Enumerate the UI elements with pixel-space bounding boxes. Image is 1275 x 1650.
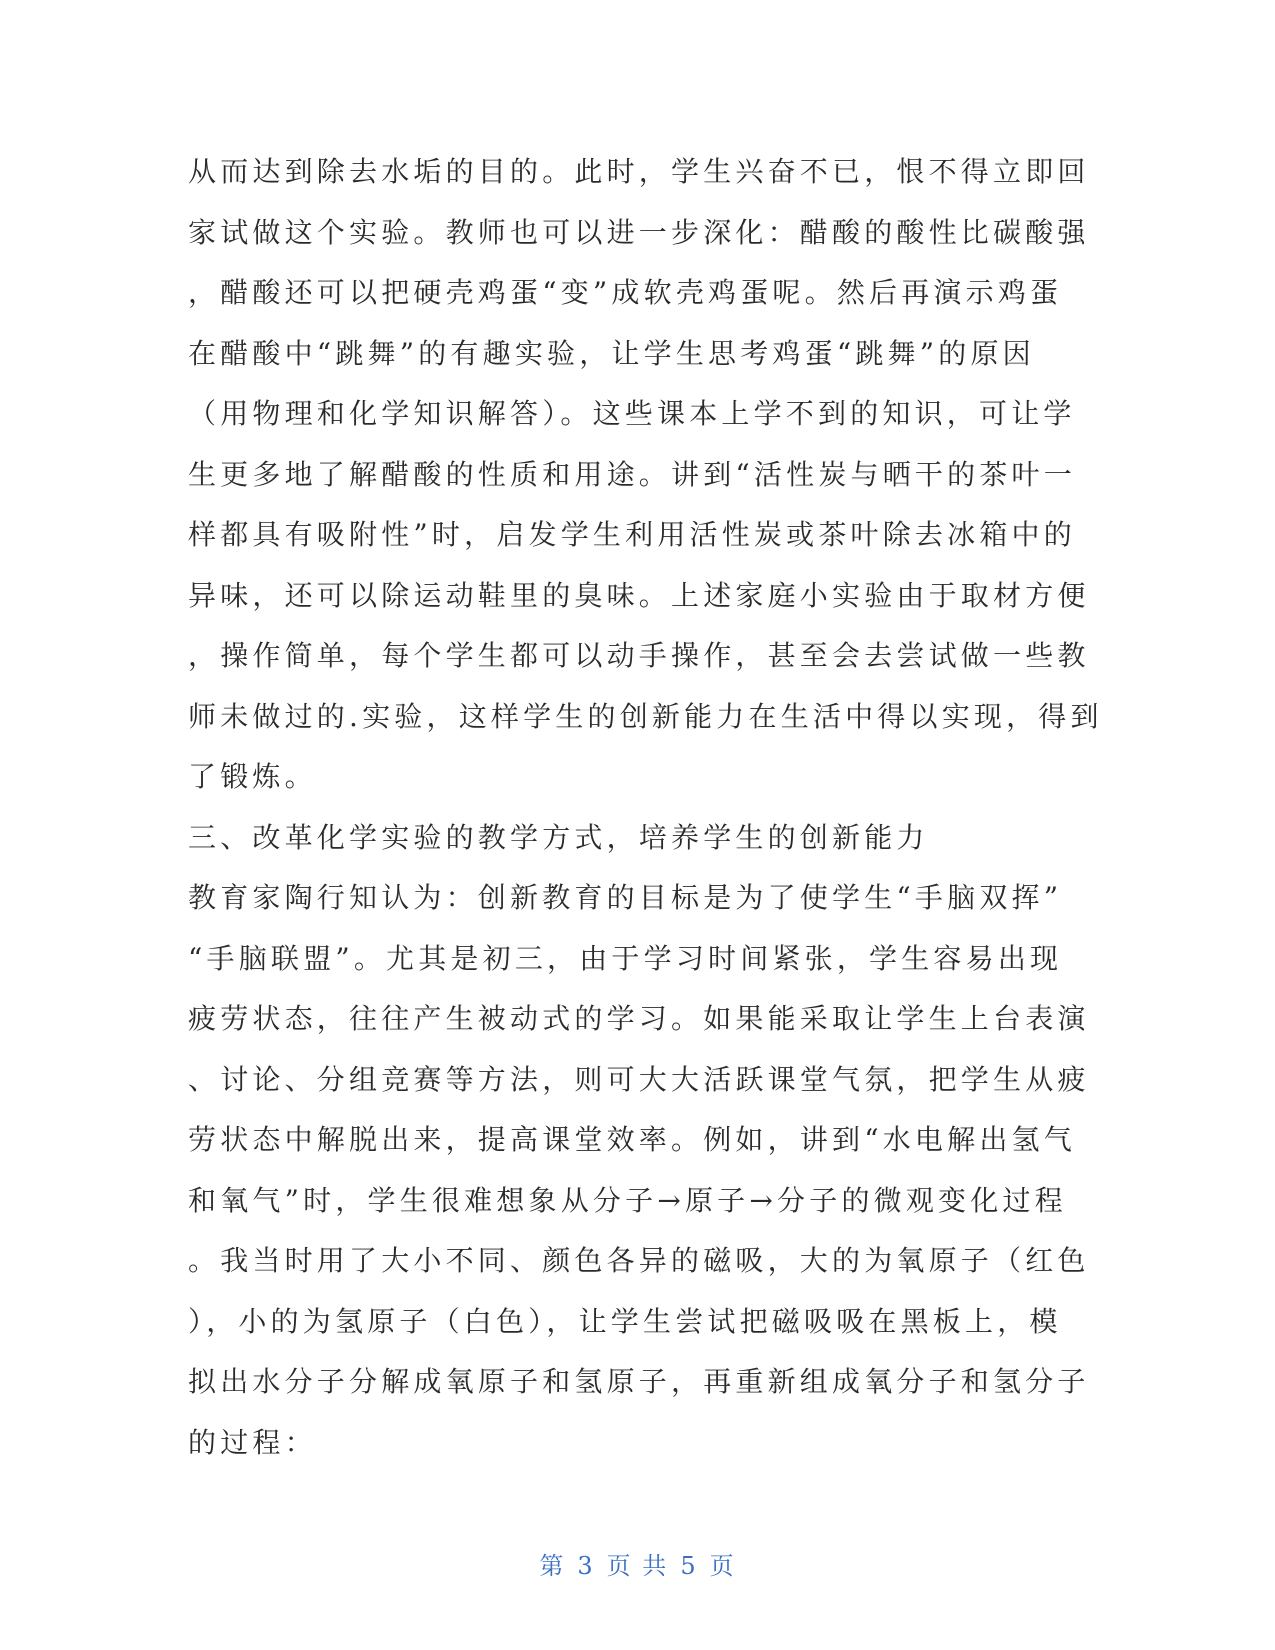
text-line: “手脑联盟”。尤其是初三，由于学习时间紧张，学生容易出现 <box>188 941 1063 975</box>
text-line: 家试做这个实验。教师也可以进一步深化：醋酸的酸性比碳酸强 <box>188 215 1090 249</box>
text-line: 了锻炼。 <box>188 760 317 793</box>
text-line: 和氧气”时，学生很难想象从分子→原子→分子的微观变化过程 <box>188 1183 1067 1217</box>
text-line: ，操作简单，每个学生都可以动手操作，甚至会去尝试做一些教 <box>188 639 1090 672</box>
footer-page-number: 3 <box>577 1552 595 1580</box>
page-footer <box>0 1546 1275 1581</box>
text-line: 、讨论、分组竞赛等方法，则可大大活跃课堂气氛，把学生从疲 <box>188 1062 1090 1096</box>
text-line: 疲劳状态，往往产生被动式的学习。如果能采取让学生上台表演 <box>188 1002 1090 1035</box>
body-text <box>188 142 1103 1473</box>
text-line: 样都具有吸附性”时，启发学生利用活性炭或茶叶除去冰箱中的 <box>188 518 1076 551</box>
text-line: （用物理和化学知识解答）。这些课本上学不到的知识，可让学 <box>188 397 1076 430</box>
text-line: 在醋酸中“跳舞”的有趣实验，让学生思考鸡蛋“跳舞”的原因 <box>188 336 1035 370</box>
footer-suffix: 页 <box>709 1552 736 1580</box>
text-line: 师未做过的.实验，这样学生的创新能力在生活中得以实现，得到 <box>188 699 1103 733</box>
text-line: 拟出水分子分解成氧原子和氢原子，再重新组成氧分子和氢分子 <box>188 1365 1090 1398</box>
footer-mid: 页 共 <box>606 1552 669 1580</box>
text-line: 异味，还可以除运动鞋里的臭味。上述家庭小实验由于取材方便 <box>188 578 1090 612</box>
footer-prefix: 第 <box>539 1552 566 1580</box>
footer-total-pages: 5 <box>680 1552 698 1580</box>
text-line: ，醋酸还可以把硬壳鸡蛋“变”成软壳鸡蛋呢。然后再演示鸡蛋 <box>188 276 1063 309</box>
text-line: 的过程： <box>188 1425 317 1459</box>
text-line: 劳状态中解脱出来，提高课堂效率。例如，讲到“水电解出氢气 <box>188 1123 1076 1156</box>
text-line: 从而达到除去水垢的目的。此时，学生兴奋不已，恨不得立即回 <box>188 155 1090 188</box>
text-line: 。我当时用了大小不同、颜色各异的磁吸，大的为氧原子（红色 <box>188 1244 1090 1277</box>
text-line: ），小的为氢原子（白色），让学生尝试把磁吸吸在黑板上，模 <box>188 1304 1062 1338</box>
text-line: 生更多地了解醋酸的性质和用途。讲到“活性炭与晒干的茶叶一 <box>188 457 1076 491</box>
section-heading: 三、改革化学实验的教学方式，培养学生的创新能力 <box>188 820 929 854</box>
text-line: 教育家陶行知认为：创新教育的目标是为了使学生“手脑双挥” <box>188 881 1063 914</box>
